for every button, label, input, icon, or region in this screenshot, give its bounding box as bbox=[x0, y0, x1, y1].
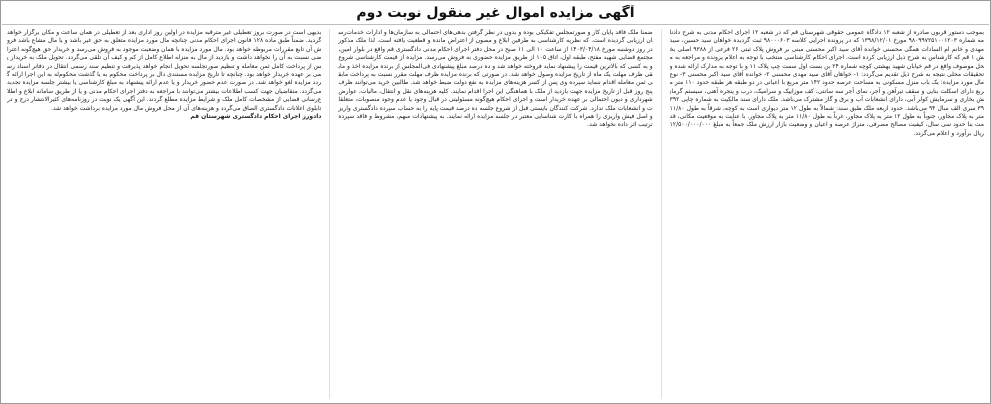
title-band bbox=[2, 2, 989, 25]
notice-column-middle bbox=[338, 29, 652, 399]
notice-paragraph: ضمناً ملک فاقد پایان کار و صورتمجلس تفکیکی بوده و بدون در نظر گرفتن بدهی‌های احتمالی به سازمان‌ها و ادارات خدمات‌رسان ارزیابی گردیده است. که نظریه کارشناسی به طرفین ابلاغ و مصون از اعتراض مانده و قطعیت یافته است. لذا ملک مذکور در روز دوشنبه مورخ ۱۴۰۳/۰۴/۱۸ از ساعت ۱۰ الی ۱۱ صبح در محل دفتر اجرای احکام مدنی دادگستری قم واقع در بلوار امین، مجتمع قضایی شهید مفتح، طبقه اول، اتاق ۱۰۵ از طریق مزایده حضوری به فروش می‌رسد. مزایده از قیمت کارشناسی شروع و به کسی که بالاترین قیمت را پیشنهاد نماید فروخته خواهد شد و ده درصد مبلغ پیشنهادی فی‌المجلس از برنده مزایده اخذ و مابقی ظرف مهلت یک ماه از تاریخ مزایده وصول خواهد شد. در صورتی که برنده مزایده ظرف مهلت مقرر نسبت به پرداخت مابقی ثمن معامله اقدام ننماید سپرده وی پس از کسر هزینه‌های مزایده به نفع دولت ضبط خواهد شد. طالبین خرید می‌توانند ظرف پنج روز قبل از تاریخ مزایده جهت بازدید از ملک با هماهنگی این اجرا اقدام نمایند. کلیه هزینه‌های نقل و انتقال، مالیات، عوارض شهرداری و دیون احتمالی بر عهده خریدار است و اجرای احکام هیچ‌گونه مسئولیتی در قبال وجود یا عدم وجود منصوبات، متعلقات و انشعابات ملک ندارد. شرکت کنندگان بایستی قبل از شروع جلسه ده درصد قیمت پایه را به حساب سپرده دادگستری واریز و اصل فیش واریزی را همراه با کارت شناسایی معتبر در جلسه مزایده ارائه نمایند. به پیشنهادات مبهم، مشروط و فاقد سپرده ترتیب اثر داده نخواهد شد. bbox=[338, 29, 653, 129]
column-divider bbox=[329, 29, 330, 399]
notice-title: آگهی مزایده اموال غیر منقول نوبت دوم bbox=[356, 5, 635, 21]
notice-signature: دادورز اجرای احکام دادگستری شهرستان قم bbox=[190, 113, 322, 121]
notice-column-right bbox=[670, 29, 984, 399]
notice-body bbox=[7, 29, 984, 399]
notice-column-left bbox=[7, 29, 321, 399]
notice-paragraph: بدیهی است در صورت بروز تعطیلی غیر مترقبه مزایده در اولین روز اداری بعد از تعطیلی در همان ساعت و مکان برگزار خواهد گردید. ضمناً طبق ماده ۱۲۸ قانون اجرای احکام مدنی چنانچه مال مورد مزایده متعلق به حق غیر باشد و یا مال مشاع باشد فروش آن تابع مقررات مربوطه خواهد بود. مال مورد مزایده با همان وضعیت موجود به فروش می‌رسد و خریدار حق هیچ‌گونه اعتراضی نسبت به آن را نخواهد داشت و بازدید از مال به منزله اطلاع کامل از کم و کیف آن تلقی می‌گردد. تحویل ملک به خریدار پس از پرداخت کامل ثمن معامله و تنظیم صورتجلسه تحویل انجام خواهد پذیرفت و تنظیم سند رسمی انتقال در دفاتر اسناد رسمی بر عهده خریدار خواهد بود. چنانچه تا تاریخ مزایده مستندی دال بر پرداخت محکوم به یا گذشت محکوم‌له به این اجرا ارائه گردد مزایده لغو خواهد شد. در صورت عدم حضور خریدار و یا عدم ارائه پیشنهاد به مبلغ کارشناسی یا بیشتر جلسه مزایده تجدید می‌گردد. متقاضیان جهت کسب اطلاعات بیشتر می‌توانند با مراجعه به دفتر اجرای احکام مدنی و یا از طریق سامانه ابلاغ و اطلاع‌رسانی قضایی از مشخصات کامل ملک و شرایط مزایده مطلع گردند. این آگهی یک نوبت در روزنامه‌های کثیرالانتشار درج و در تابلوی اعلانات دادگستری الصاق می‌گردد و هزینه‌های آن از محل فروش مال مورد مزایده برداشت خواهد شد. bbox=[7, 29, 322, 112]
notice-paragraph: بموجب دستور قربون صادره از شعبه ۱۲ دادگاه عمومی حقوقی شهرستان قم که در شعبه ۱۲ اجرای احکام مدنی به شرح دادنامه شماره ۹۸۰۹۹۷۲۵۱۰۰۱۲۰۳ مورخ ۱۳۹۸/۱۲/۰۱ که در پرونده اجرایی کلاسه ۹۸۰۰۰۶۰۳ ثبت گردیده خواهان سید حسین، سید مهدی و خانم ام السادات همگی محسنی خوانده آقای سید اکبر محسنی مبنی بر فروش پلاک ثبتی ۲۶ فرعی از ۹۳۸۸ اصلی بخش ۱ قم که کارشناس به شرح ذیل ارزیابی کرده است. اجرای احکام کارشناسی منتخب با توجه به اعلام پرونده و مراجعه به محل موصوف واقع در قم خیابان شهید بهشتی کوچه شماره ۲۴ بن بست اول سمت چپ پلاک ۱۱ و با توجه به مدارک ارائه شده و تحقیقات محلی نتیجه به شرح ذیل تقدیم می‌گردد: ۱- خواهان آقای سید مهدی محسنی ۲- خوانده آقای سید اکبر محسنی ۳- نوع مال مورد مزایده: یک باب منزل مسکونی به مساحت عرصه حدود ۱۴۲ متر مربع با اعیانی در دو طبقه هر طبقه حدود ۱۱۰ متر مربع دارای اسکلت بنایی و سقف تیرآهن و آجر، نمای آجر سه سانتی، کف موزاییک و سرامیک، درب و پنجره آهنی، سیستم گرمایش بخاری و سرمایش کولر آبی، دارای انشعابات آب و برق و گاز مشترک می‌باشد. ملک دارای سند مالکیت به شماره چاپی ۳۹۲۳۹ سری الف سال ۹۴ می‌باشد. حدود اربعه ملک طبق سند: شمالاً به طول ۱۲ متر دیواری است به کوچه، شرقاً به طول ۱۱/۸۰ متر به پلاک مجاور، جنوباً به طول ۱۲ متر به پلاک مجاور، غرباً به طول ۱۱/۸۰ متر به پلاک مجاور. با عنایت به موقعیت مکانی، قدمت بنا حدود سی سال، کیفیت مصالح مصرفی، متراژ عرصه و اعیان و وضعیت بازار ارزش ملک جمعاً به مبلغ ۱۲/۵۰۰/۰۰۰/۰۰۰ ریال برآورد و اعلام می‌گردد. bbox=[669, 29, 984, 137]
column-divider bbox=[661, 29, 662, 399]
